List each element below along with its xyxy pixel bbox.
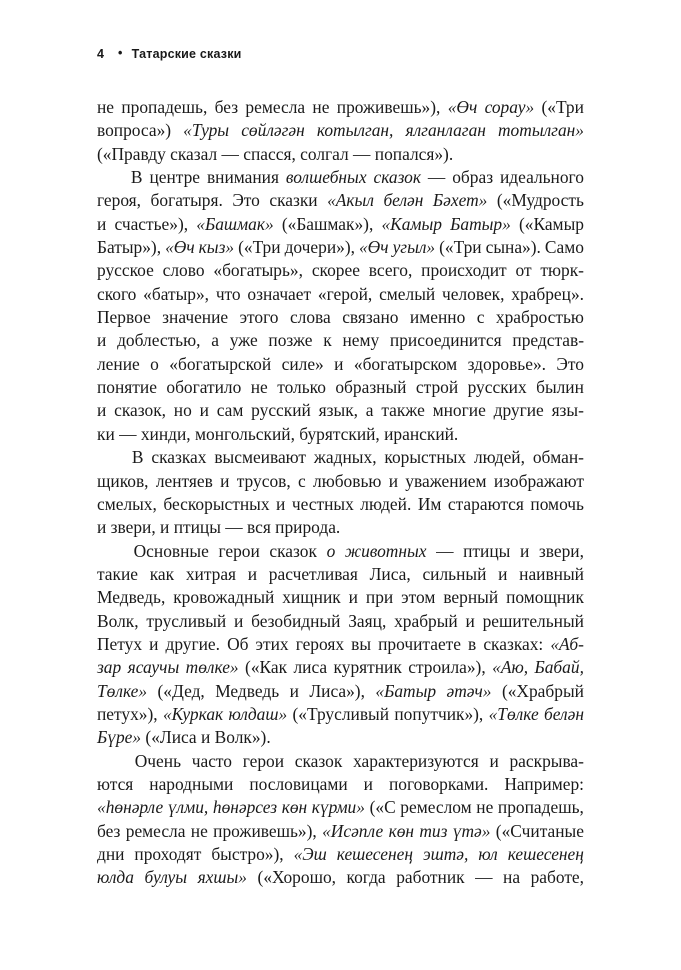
bullet-separator-icon: • <box>118 46 123 60</box>
text-line: ются народными пословицами и поговорками. Например: <box>97 773 584 794</box>
paragraph-indent <box>97 446 124 469</box>
text-line: такие как хитрая и расчетливая Лиса, сильный и наивный <box>97 563 584 584</box>
text-line: Волк, трусливый и безобидный Заяц, храбрый и решительный <box>97 610 584 631</box>
text-line: юлда булуы яхшы» («Хорошо, когда работник — на работе, <box>97 867 584 888</box>
text-line: петух»), «Куркак юлдаш» («Трусливый попутчик»), «Төлке белән <box>97 703 584 724</box>
text-line: дни проходят быстро»), «Эш кешесенең эштә, юл кешесенең <box>97 844 584 864</box>
text-line: Очень часто герои сказок характеризуются и раскрыва- <box>97 750 584 773</box>
text-line: В центре внимания волшебных сказок — образ идеального <box>97 166 584 189</box>
text-line: героя, богатыря. Это сказки «Акыл белән Бәхет» («Мудрость <box>97 190 584 211</box>
page-number: 4 <box>97 47 105 61</box>
paragraph <box>97 750 584 890</box>
text-line: ки — хинди, монгольский, бурятский, иранский. <box>97 423 459 444</box>
text-line: Медведь, кровожадный хищник и при этом верный помощник <box>97 587 584 608</box>
text-line: «һөнәрле үлми, һөнәрсез көн күрми» («С ремеслом не пропадешь, <box>97 797 584 818</box>
text-line: Петух и другие. Об этих героях вы прочитаете в сказках: «Аб- <box>97 633 584 654</box>
book-title: Татарские сказки <box>131 47 242 61</box>
text-line: и звери, и птицы — вся природа. <box>97 517 341 538</box>
text-line: Төлке» («Дед, Медведь и Лиса»), «Батыр әтәч» («Храбрый <box>97 680 584 701</box>
paragraph <box>97 166 584 446</box>
running-head <box>97 47 242 61</box>
text-line: понятие обогатило не только образный строй русских былин <box>97 377 584 398</box>
text-line: смелых, бескорыстных и честных людей. Им стараются помочь <box>97 493 584 514</box>
paragraph-indent <box>97 540 124 563</box>
text-line: зар ясаучы төлке» («Как лиса курятник строила»), «Аю, Бабай, <box>97 657 584 678</box>
text-line: Основные герои сказок о животных — птицы и звери, <box>97 540 584 563</box>
text-line: без ремесла не проживешь»), «Исәпле көн тиз үтә» («Считаные <box>97 820 584 841</box>
paragraph <box>97 446 584 539</box>
text-line: («Правду сказал — спасся, солгал — попался»). <box>97 143 454 164</box>
paragraph <box>97 540 584 750</box>
text-line: и доблестью, а уже позже к нему присоединится представ- <box>97 330 584 351</box>
paragraph-indent <box>97 750 124 773</box>
text-line: не пропадешь, без ремесла не проживешь»), «Өч сорау» («Три <box>97 97 584 117</box>
text-line: Бүре» («Лиса и Волк»). <box>97 727 271 748</box>
text-line: русское слово «богатырь», скорее всего, происходит от тюрк- <box>97 260 584 281</box>
text-line: В сказках высмеивают жадных, корыстных людей, обман- <box>97 446 584 469</box>
paragraph <box>97 96 584 166</box>
text-line: ского «батыр», что означает «герой, смелый человек, храбрец». <box>97 283 584 304</box>
text-line: щиков, лентяев и трусов, с любовью и уважением изображают <box>97 470 584 491</box>
text-line: ление о «богатырской силе» и «богатырском здоровье». Это <box>97 353 584 374</box>
text-line: Первое значение этого слова связано именно с храбростью <box>97 307 584 328</box>
paragraph-indent <box>97 166 124 189</box>
text-line: и сказок, но и сам русский язык, а также многие другие язы- <box>97 400 584 421</box>
text-line: и счастье»), «Башмак» («Башмак»), «Камыр Батыр» («Камыр <box>97 213 584 234</box>
text-line: Батыр»), «Өч кыз» («Три дочери»), «Өч угыл» («Три сына»). Само <box>97 237 584 258</box>
body-text <box>97 96 584 890</box>
text-line: вопроса») «Туры сөйләгән котылган, ялганлаган тотылган» <box>97 120 584 141</box>
